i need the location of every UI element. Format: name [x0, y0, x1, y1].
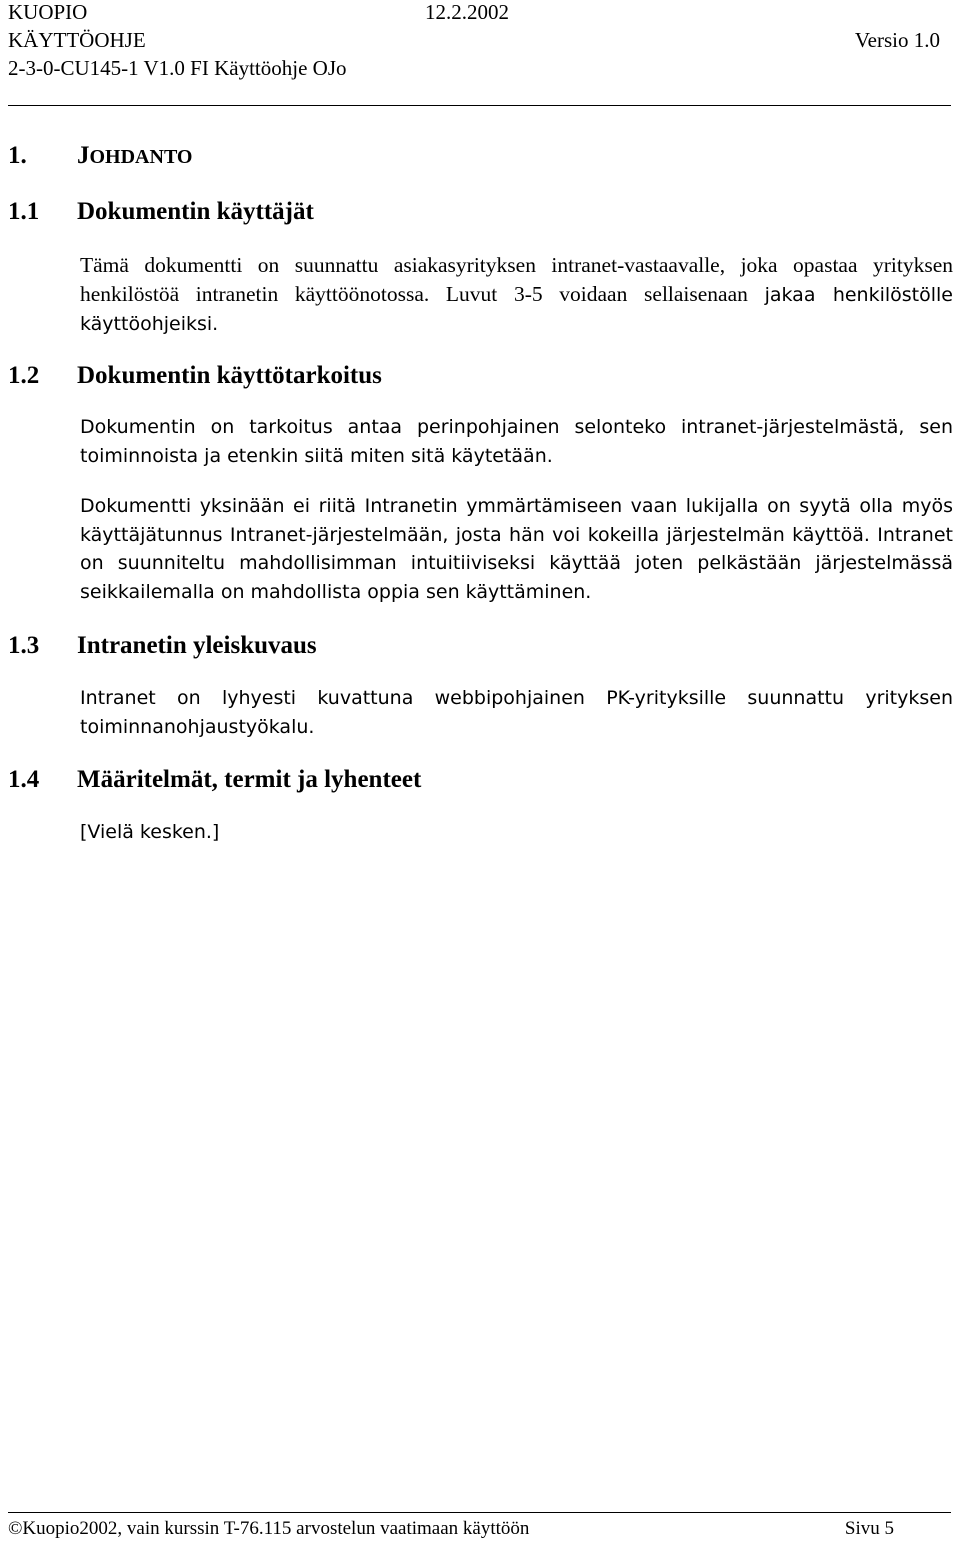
chapter-heading	[0, 142, 960, 172]
paragraph-text-serif: Tämä dokumentti on suunnattu asiakasyrityksen intranet-vastaavalle, joka opastaa yrityksen henkilöstöä intranetin käyttöönotossa. Luvut 3-5 voidaan sellaisenaan	[80, 253, 953, 306]
section-paragraph: Dokumentti yksinään ei riitä Intranetin ymmärtämiseen vaan lukijalla on syytä olla myös käyttäjätunnus Intranet-järjestelmään, josta hän voi kokeilla järjestelmän käyttöä. Intranet on suunniteltu mahdollisimman intuitiiviseksi käyttää joten pelkästään järjestelmässä seikkailemalla on mahdollista oppia sen käyttäminen.	[80, 495, 953, 603]
chapter-number: 1.	[8, 142, 27, 169]
chapter-title-rest: OHDANTO	[89, 146, 193, 168]
chapter-title-initial: J	[77, 142, 90, 169]
footer-divider	[8, 1512, 951, 1513]
section-title: Dokumentin käyttäjät	[77, 198, 314, 225]
header-divider	[8, 105, 951, 106]
footer-page-number: Sivu 5	[844, 1518, 894, 1539]
header-org: KUOPIO	[8, 0, 88, 24]
section-paragraph: Dokumentin on tarkoitus antaa perinpohjainen selonteko intranet-järjestelmästä, sen toiminnoista ja etenkin siitä miten sitä käytetään.	[80, 416, 953, 467]
section-paragraph: [Vielä kesken.]	[80, 821, 220, 843]
chapter-title	[77, 142, 192, 170]
header-version: Versio 1.0	[854, 28, 940, 52]
paragraph-text-sans: jakaa henkilöstölle käyttöohjeiksi.	[80, 283, 953, 335]
section-number: 1.4	[8, 766, 40, 793]
section-paragraph: Intranet on lyhyesti kuvattuna webbipohjainen PK-yrityksille suunnattu yrityksen toiminnanohjaustyökalu.	[80, 687, 953, 738]
section-title: Määritelmät, termit ja lyhenteet	[77, 766, 422, 793]
section-heading	[0, 198, 960, 228]
header-doc-type: KÄYTTÖOHJE	[8, 28, 146, 52]
section-number: 1.2	[8, 362, 40, 389]
section-heading	[0, 362, 960, 392]
section-heading	[0, 766, 960, 796]
section-heading	[0, 632, 960, 662]
header-doc-id: 2-3-0-CU145-1 V1.0 FI Käyttöohje OJo	[8, 56, 347, 80]
footer-copyright: ©Kuopio2002, vain kurssin T-76.115 arvostelun vaatimaan käyttöön	[8, 1518, 530, 1539]
section-paragraph	[80, 251, 953, 339]
section-title: Intranetin yleiskuvaus	[77, 632, 317, 659]
header-date: 12.2.2002	[425, 0, 509, 24]
section-number: 1.1	[8, 198, 40, 225]
section-number: 1.3	[8, 632, 40, 659]
section-title: Dokumentin käyttötarkoitus	[77, 362, 382, 389]
